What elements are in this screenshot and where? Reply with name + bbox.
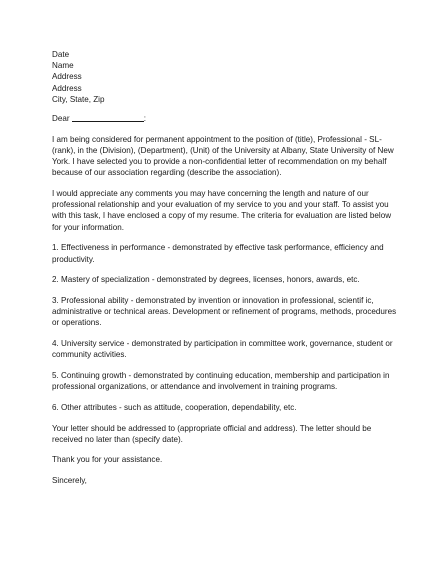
criteria-item: 4. University service - demonstrated by participation in committee work, governance, student or community activities. — [52, 339, 393, 360]
name-line: Name — [52, 61, 74, 71]
date-line: Date — [52, 50, 70, 59]
signoff-line: Sincerely, — [52, 476, 87, 486]
request-paragraph: I would appreciate any comments you may have concerning the length and nature of our professional relationship and your evaluation of my service to you and your staff. To assist you with this task, I have enclosed a copy of my resume. The criteria for evaluation are listed below for your information. — [52, 189, 392, 232]
criteria-item: 2. Mastery of specialization - demonstrated by degrees, licenses, honors, awards, etc. — [52, 275, 360, 285]
criteria-list — [52, 242, 400, 413]
salutation — [52, 112, 400, 124]
criteria-item: 5. Continuing growth - demonstrated by continuing education, membership and participation in professional organizations, or attendance and involvement in training programs. — [52, 370, 390, 392]
salutation-prefix: Dear — [52, 114, 70, 124]
criteria-item: 1. Effectiveness in performance - demonstrated by effective task performance, efficiency and productivity. — [52, 243, 384, 264]
address-line-2: Address — [52, 83, 82, 93]
address-line-1: Address — [52, 72, 82, 82]
intro-paragraph: I am being considered for permanent appointment to the position of (title), Professional - SL-(rank), in the (Division), (Department), (Unit) of the University at Albany, State University of New York. I have selected you to provide a non-confidential letter of recommendation on my behalf because of our association regarding (describe the association). — [52, 134, 394, 178]
city-state-zip-line: City, State, Zip — [52, 94, 105, 104]
address-block — [52, 49, 400, 105]
recipient-blank-line — [72, 112, 147, 124]
thanks-line: Thank you for your assistance. — [52, 455, 163, 465]
criteria-item: 3. Professional ability - demonstrated by invention or innovation in professional, scientif ic, administrative or technical areas. Development or refinement of programs, methods, procedures or operations. — [52, 295, 397, 328]
salutation-suffix: : — [143, 114, 147, 124]
criteria-item: 6. Other attributes - such as attitude, cooperation, dependability, etc. — [52, 402, 297, 412]
instructions-paragraph: Your letter should be addressed to (appropriate official and address). The letter should be received no later than (specify date). — [52, 423, 372, 444]
